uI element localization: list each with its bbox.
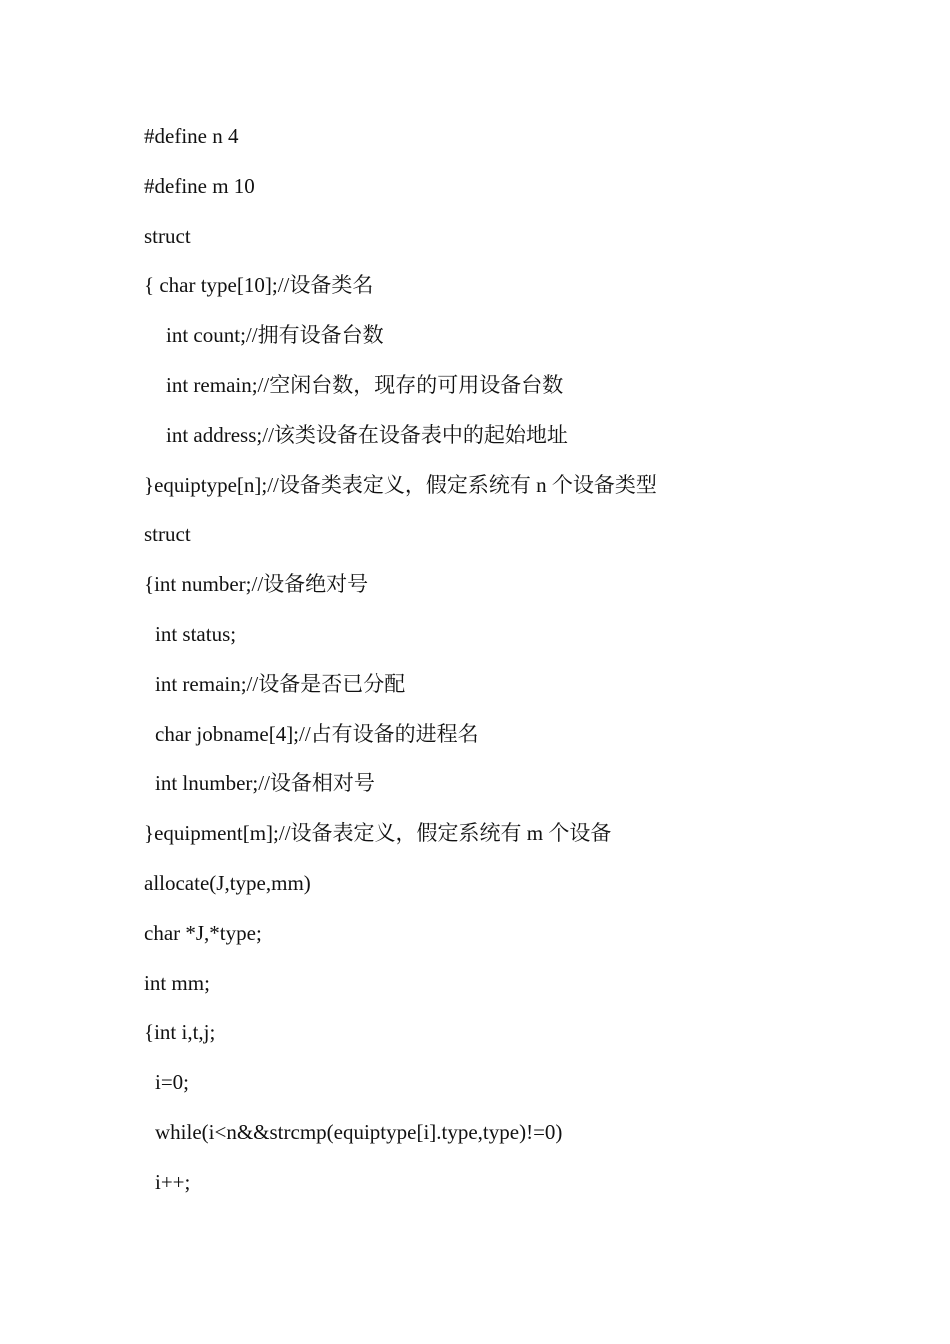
code-line: int remain;//设备是否已分配 [155, 671, 406, 696]
code-line: int remain;//空闲台数，现存的可用设备台数 [166, 372, 564, 397]
code-line: int status; [155, 621, 237, 646]
code-line: #define m 10 [144, 173, 255, 198]
code-listing [144, 120, 657, 1216]
code-line: int mm; [144, 970, 210, 995]
code-line: struct [144, 522, 191, 547]
code-line: while(i<n&&strcmp(equiptype[i].type,type)!=0) [155, 1119, 563, 1144]
code-line: {int number;//设备绝对号 [144, 572, 369, 597]
code-line: }equiptype[n];//设备类表定义，假定系统有 n 个设备类型 [144, 472, 657, 497]
code-line: allocate(J,type,mm) [144, 870, 311, 895]
code-line: i++; [155, 1169, 191, 1194]
code-line: int count;//拥有设备台数 [166, 323, 384, 348]
code-line: char *J,*type; [144, 920, 262, 945]
code-line: struct [144, 223, 191, 248]
code-line: { char type[10];//设备类名 [144, 273, 374, 298]
code-line: i=0; [155, 1070, 190, 1095]
code-line: char jobname[4];//占有设备的进程名 [155, 721, 479, 746]
code-line: }equipment[m];//设备表定义，假定系统有 m 个设备 [144, 821, 612, 846]
code-line: int address;//该类设备在设备表中的起始地址 [166, 422, 568, 447]
code-line: {int i,t,j; [144, 1020, 216, 1045]
code-line: int lnumber;//设备相对号 [155, 771, 375, 796]
code-line: #define n 4 [144, 124, 239, 148]
